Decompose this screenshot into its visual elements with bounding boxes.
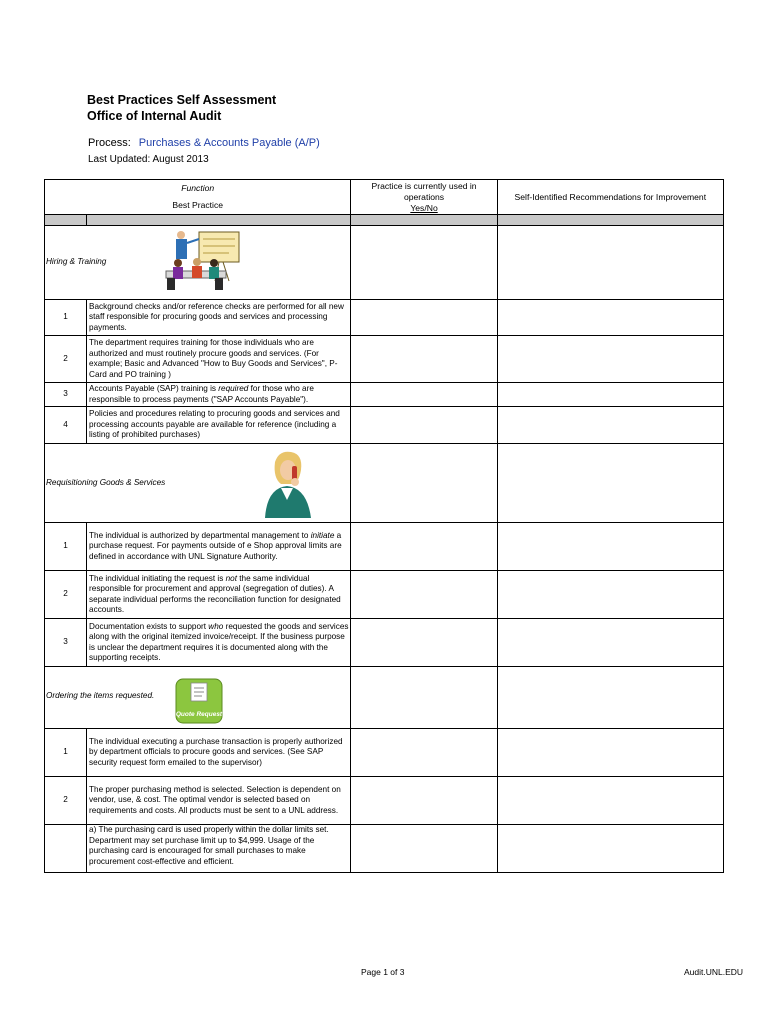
used-header: Practice is currently used in operations bbox=[371, 180, 477, 202]
recommend-cell[interactable] bbox=[497, 300, 723, 336]
section-cell bbox=[45, 226, 351, 300]
used-cell[interactable] bbox=[351, 383, 497, 407]
best-practice-header: Best Practice bbox=[172, 200, 224, 210]
table-row bbox=[45, 336, 724, 383]
emphasis-text: who bbox=[208, 621, 224, 631]
section-row bbox=[45, 226, 724, 300]
item-number: 3 bbox=[45, 619, 87, 667]
assessment-table bbox=[44, 179, 724, 873]
used-cell[interactable] bbox=[351, 729, 497, 777]
emphasis-text: not bbox=[225, 573, 237, 583]
item-number bbox=[45, 825, 87, 873]
function-header-cell bbox=[45, 180, 351, 215]
table-row bbox=[45, 407, 724, 444]
process-line bbox=[88, 137, 320, 149]
last-updated: Last Updated: August 2013 bbox=[88, 154, 209, 165]
section-title: Ordering the items requested. bbox=[46, 691, 155, 700]
used-cell[interactable] bbox=[351, 667, 497, 729]
section-cell bbox=[45, 444, 351, 523]
used-cell[interactable] bbox=[351, 523, 497, 571]
emphasis-text: initiate bbox=[310, 530, 335, 540]
item-number: 1 bbox=[45, 523, 87, 571]
site-url: Audit.UNL.EDU bbox=[684, 967, 744, 977]
table-row bbox=[45, 777, 724, 825]
recommend-cell[interactable] bbox=[497, 407, 723, 444]
used-cell[interactable] bbox=[351, 336, 497, 383]
recommend-cell[interactable] bbox=[497, 667, 723, 729]
recommend-cell[interactable] bbox=[497, 226, 723, 300]
section-title: Requisitioning Goods & Services bbox=[46, 478, 166, 487]
office-title: Office of Internal Audit bbox=[87, 109, 222, 123]
recommend-cell[interactable] bbox=[497, 619, 723, 667]
table-row bbox=[45, 571, 724, 619]
process-value: Purchases & Accounts Payable (A/P) bbox=[138, 137, 320, 149]
section-row bbox=[45, 444, 724, 523]
recommend-cell[interactable] bbox=[497, 383, 723, 407]
recommend-header: Self-Identified Recommendations for Improvement bbox=[497, 180, 723, 215]
item-number: 2 bbox=[45, 336, 87, 383]
phone-woman-icon bbox=[259, 448, 315, 518]
used-cell[interactable] bbox=[351, 619, 497, 667]
used-header-cell bbox=[351, 180, 497, 215]
recommend-cell[interactable] bbox=[497, 777, 723, 825]
item-text: Policies and procedures relating to procuring goods and services and processing accounts payable are available for reference (including a listing of prohibited purchases) bbox=[87, 407, 351, 444]
item-text: Background checks and/or reference checks are performed for all new staff responsible for procuring goods and services and processing payments. bbox=[87, 300, 351, 336]
function-header: Function bbox=[181, 183, 215, 193]
used-cell[interactable] bbox=[351, 571, 497, 619]
used-cell[interactable] bbox=[351, 444, 497, 523]
item-text: Accounts Payable (SAP) training is required for those who are responsible to process payments ("SAP Accounts Payable"). bbox=[87, 383, 351, 407]
item-number: 3 bbox=[45, 383, 87, 407]
item-text: The individual initiating the request is not the same individual responsible for procurement and approval (segregation of duties). A separate individual performs the reconciliation function for designated accounts. bbox=[87, 571, 351, 619]
page-number: Page 1 of 3 bbox=[361, 967, 405, 977]
recommend-cell[interactable] bbox=[497, 825, 723, 873]
item-text: The individual is authorized by departmental management to initiate a purchase request. For payments outside of e Shop approval limits are defined in accordance with UNL Signature Authority. bbox=[87, 523, 351, 571]
item-text: The individual executing a purchase transaction is properly authorized by department officials to procure goods and services. (See SAP security request form emailed to the supervisor) bbox=[87, 729, 351, 777]
table-row bbox=[45, 523, 724, 571]
section-title: Hiring & Training bbox=[46, 257, 107, 266]
item-text: The department requires training for those individuals who are authorized and must routinely procure goods and services. (For example; Basic and Advanced "How to Buy Goods and Services", P-Card and PO training ) bbox=[87, 336, 351, 383]
training-meeting-icon bbox=[163, 229, 247, 295]
table-header-row bbox=[45, 180, 724, 215]
used-cell[interactable] bbox=[351, 300, 497, 336]
table-row bbox=[45, 619, 724, 667]
yes-no-header: Yes/No bbox=[410, 202, 438, 213]
emphasis-text: required bbox=[218, 384, 249, 393]
used-cell[interactable] bbox=[351, 407, 497, 444]
page-title: Best Practices Self Assessment bbox=[87, 93, 277, 107]
item-number: 4 bbox=[45, 407, 87, 444]
used-cell[interactable] bbox=[351, 825, 497, 873]
table-row bbox=[45, 300, 724, 336]
table-row bbox=[45, 383, 724, 407]
item-text: a) The purchasing card is used properly within the dollar limits set. Department may set purchase limit up to $4,999. Usage of the purchasing card is encouraged for small purchases to make procurement cost-effective and efficient. bbox=[87, 825, 351, 873]
item-number: 1 bbox=[45, 729, 87, 777]
item-text: Documentation exists to support who requested the goods and services along with the original itemized invoice/receipt. If the business purpose is unclear the department requires it is documented along with the supporting receipts. bbox=[87, 619, 351, 667]
recommend-cell[interactable] bbox=[497, 523, 723, 571]
item-number: 2 bbox=[45, 777, 87, 825]
used-cell[interactable] bbox=[351, 777, 497, 825]
process-label: Process: bbox=[88, 137, 131, 149]
quote-request-label: Quote Request bbox=[175, 711, 223, 718]
section-row bbox=[45, 667, 724, 729]
used-cell[interactable] bbox=[351, 226, 497, 300]
item-text: The proper purchasing method is selected. Selection is dependent on vendor, use, & cost. The optimal vendor is selected based on requirements and costs. All products must be sent to a UNL address. bbox=[87, 777, 351, 825]
table-row bbox=[45, 825, 724, 873]
recommend-cell[interactable] bbox=[497, 571, 723, 619]
item-number: 2 bbox=[45, 571, 87, 619]
gray-separator-row bbox=[45, 215, 724, 226]
recommend-cell[interactable] bbox=[497, 729, 723, 777]
quote-request-icon bbox=[175, 678, 223, 724]
item-number: 1 bbox=[45, 300, 87, 336]
section-cell bbox=[45, 667, 351, 729]
table-row bbox=[45, 729, 724, 777]
recommend-cell[interactable] bbox=[497, 444, 723, 523]
recommend-cell[interactable] bbox=[497, 336, 723, 383]
